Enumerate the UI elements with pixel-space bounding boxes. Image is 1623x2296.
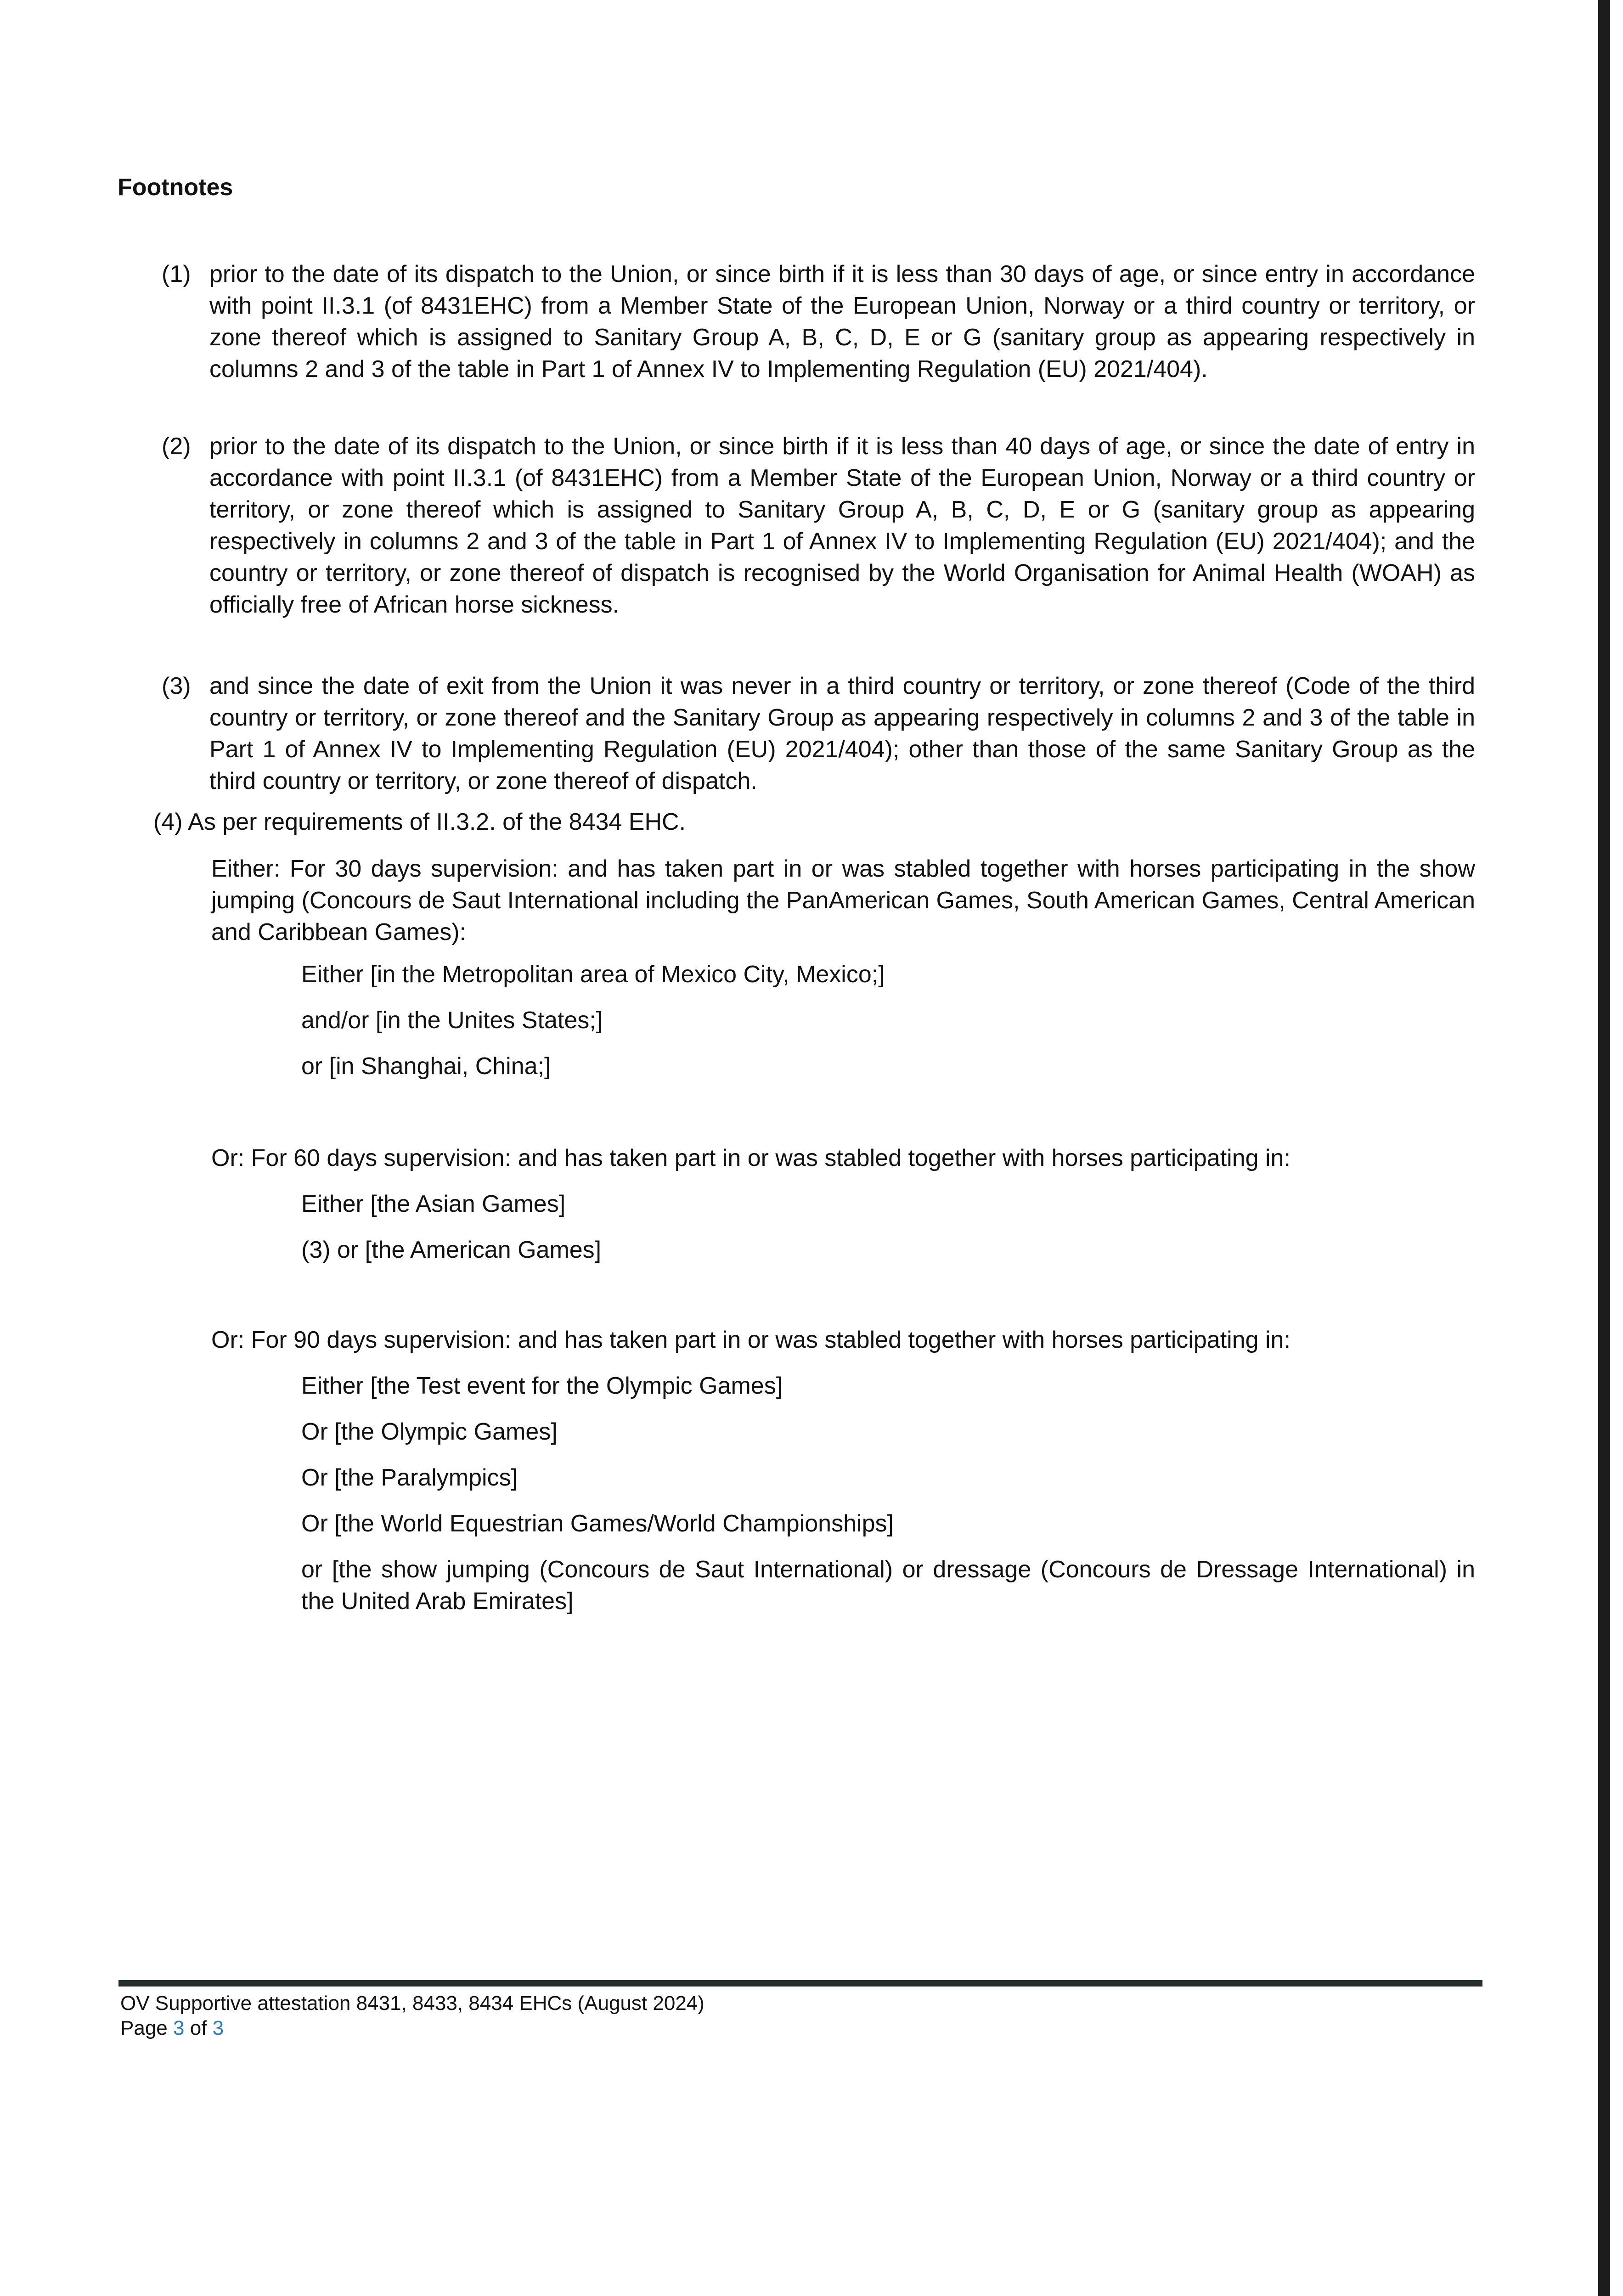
page-total: 3	[212, 2017, 224, 2039]
option-30-item: or [in Shanghai, China;]	[301, 1053, 551, 1080]
option-90-item: Either [the Test event for the Olympic Games]	[301, 1373, 783, 1399]
scan-edge-border	[1598, 0, 1610, 2296]
footer-title: OV Supportive attestation 8431, 8433, 8434 EHCs (August 2024)	[120, 1992, 704, 2015]
page-label: Page	[120, 2017, 168, 2039]
option-30-days-intro: Either: For 30 days supervision: and has taken part in or was stabled together with horses participating in the show jumping (Concours de Saut International including the PanAmerican Games, South American Games, Central American and Caribbean Games):	[211, 855, 1475, 945]
option-90-item: or [the show jumping (Concours de Saut International) or dressage (Concours de Dressage International) in the United Arab Emirates]	[301, 1556, 1475, 1615]
option-90-item: Or [the Paralympics]	[301, 1464, 518, 1491]
footnote-text: prior to the date of its dispatch to the Union, or since birth if it is less than 30 days of age, or since entry in accordance with point II.3.1 (of 8431EHC) from a Member State of the European Union, Norway or a third country or territory, or zone thereof which is assigned to Sanitary Group A, B, C, D, E or G (sanitary group as appearing respectively in columns 2 and 3 of the table in Part 1 of Annex IV to Implementing Regulation (EU) 2021/404).	[209, 261, 1475, 383]
footnote-1	[162, 259, 1475, 385]
option-60-days-intro: Or: For 60 days supervision: and has taken part in or was stabled together with horses participating in:	[211, 1145, 1291, 1171]
page-heading: Footnotes	[118, 174, 233, 201]
footnote-text: prior to the date of its dispatch to the Union, or since birth if it is less than 40 days of age, or since the date of entry in accordance with point II.3.1 (of 8431EHC) from a Member State of the European Union, Norway or a third country or territory, or zone thereof which is assigned to Sanitary Group A, B, C, D, E or G (sanitary group as appearing respectively in columns 2 and 3 of the table in Part 1 of Annex IV to Implementing Regulation (EU) 2021/404); and the country or territory, or zone thereof of dispatch is recognised by the World Organisation for Animal Health (WOAH) as officially free of African horse sickness.	[209, 433, 1475, 618]
option-60-item: (3) or [the American Games]	[301, 1237, 602, 1263]
option-30-item: Either [in the Metropolitan area of Mexico City, Mexico;]	[301, 961, 885, 988]
footnote-number: (1)	[162, 261, 191, 287]
footnote-2	[162, 431, 1475, 621]
footnote-3	[162, 670, 1475, 797]
page-current: 3	[173, 2017, 185, 2039]
footnote-text: and since the date of exit from the Union it was never in a third country or territory, or zone thereof (Code of the third country or territory, or zone thereof and the Sanitary Group as appearing respectively in columns 2 and 3 of the table in Part 1 of Annex IV to Implementing Regulation (EU) 2021/404); other than those of the same Sanitary Group as the third country or territory, or zone thereof of dispatch.	[209, 673, 1475, 794]
footnote-4: (4) As per requirements of II.3.2. of the 8434 EHC.	[153, 809, 686, 835]
footnote-number: (3)	[162, 673, 191, 699]
option-30-item: and/or [in the Unites States;]	[301, 1007, 603, 1034]
option-60-item: Either [the Asian Games]	[301, 1191, 566, 1217]
page-number	[120, 2016, 224, 2041]
footnote-number: (2)	[162, 433, 191, 460]
option-90-item: Or [the World Equestrian Games/World Championships]	[301, 1510, 894, 1537]
footer-divider	[118, 1980, 1482, 1986]
page-of-label: of	[190, 2017, 207, 2039]
option-90-item: Or [the Olympic Games]	[301, 1418, 558, 1445]
option-90-days-intro: Or: For 90 days supervision: and has taken part in or was stabled together with horses participating in:	[211, 1327, 1291, 1353]
